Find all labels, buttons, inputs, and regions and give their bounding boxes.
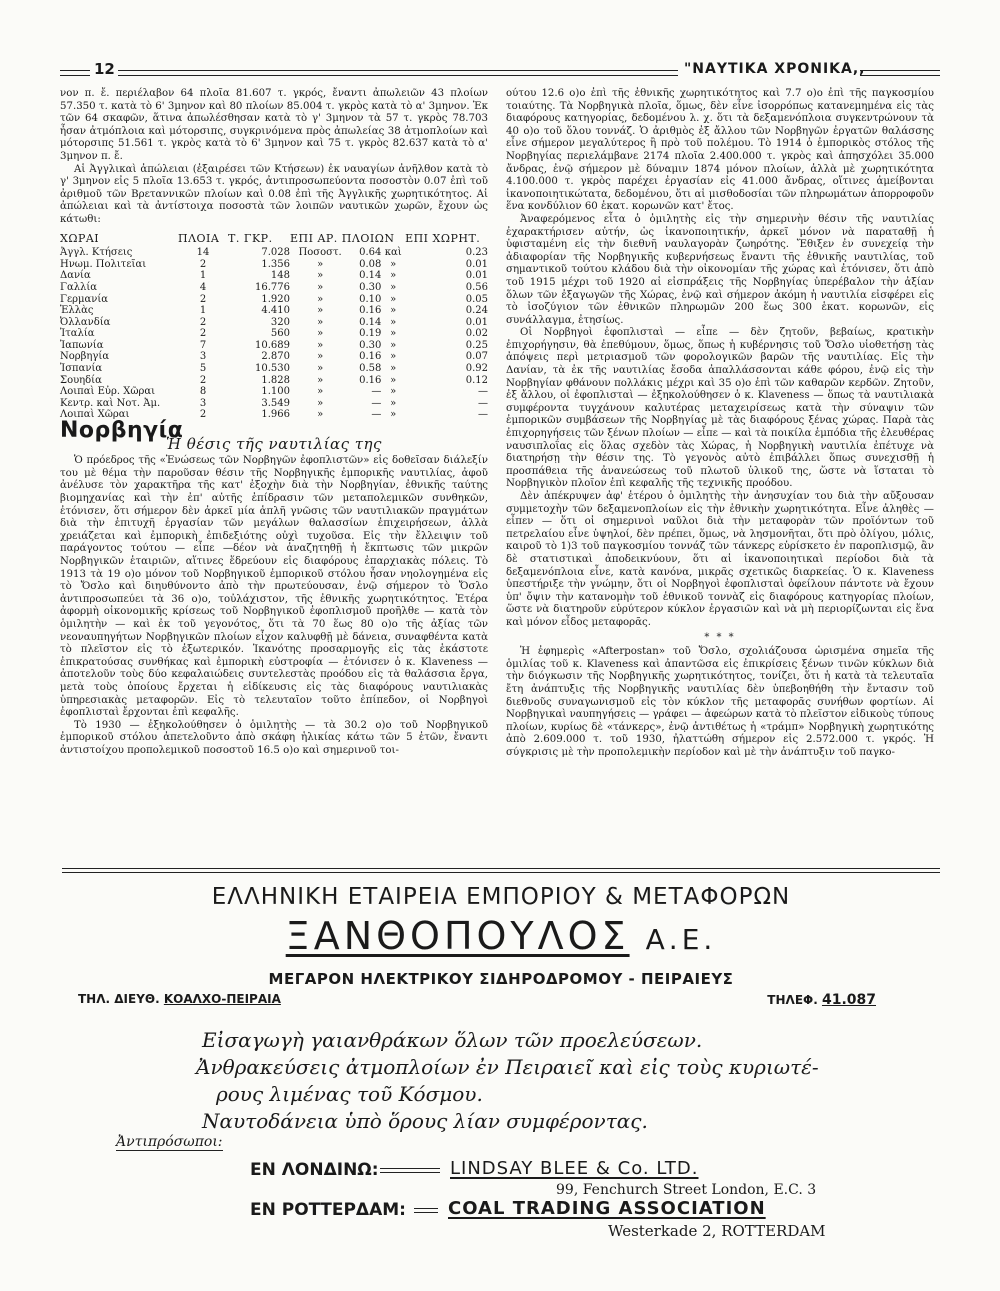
ad-tel-value: ΚΟΑΛΧΟ-ΠΕΙΡΑΙΑ [163, 992, 281, 1006]
table-row [60, 270, 488, 282]
table-cell: — [371, 386, 382, 398]
table-cell: 0.01 [465, 270, 488, 282]
table-cell: » [390, 409, 397, 421]
table-cell: » [317, 305, 324, 317]
table-cell: 0.01 [465, 316, 488, 328]
table-cell: 0.07 [465, 351, 488, 363]
ad-tel-label: ΤΗΛ. ΔΙΕΥΘ. [78, 992, 160, 1006]
table-cell: » [317, 316, 324, 328]
table-cell: — [478, 409, 488, 421]
table-cell: 1.920 [261, 293, 290, 305]
header-rule-left [60, 70, 90, 76]
ad-rotterdam-address: Westerkade 2, ROTTERDAM [608, 1222, 826, 1240]
table-cell: » [390, 397, 397, 409]
table-cell: Λοιπαὶ Χῶραι [60, 409, 130, 421]
table-cell: 560 [270, 328, 290, 340]
table-cell: καὶ [384, 247, 402, 259]
table-cell: Ἰαπωνία [60, 339, 104, 351]
table-cell: 2 [199, 374, 207, 386]
table-cell: » [317, 409, 324, 421]
table-cell: » [390, 386, 397, 398]
table-cell: » [317, 397, 324, 409]
ad-address: ΜΕΓΑΡΟΝ ΗΛΕΚΤΡΙΚΟΥ ΣΙΔΗΡΟΔΡΟΜΟΥ - ΠΕΙΡΑΙΕΥΣ [268, 970, 734, 988]
table-cell: 0.58 [359, 363, 382, 375]
table-cell: 0.24 [465, 305, 488, 317]
losses-table-header [60, 231, 488, 248]
table-cell: » [317, 293, 324, 305]
ad-rotterdam-label: ΕΝ ΡΟΤΤΕΡΔΑΜ: [250, 1200, 406, 1220]
table-cell: 3.549 [261, 397, 290, 409]
table-cell: 148 [270, 270, 290, 282]
table-cell: 10.689 [255, 339, 290, 351]
table-row [60, 305, 488, 317]
advertisement [62, 868, 940, 1218]
table-cell: » [317, 339, 324, 351]
table-cell: Νορβηγία [60, 351, 110, 363]
table-cell: 0.05 [465, 293, 488, 305]
table-cell: 0.12 [465, 374, 488, 386]
table-row [60, 282, 488, 294]
table-cell: 7 [199, 339, 207, 351]
ad-company: ΕΛΛΗΝΙΚΗ ΕΤΑΙΡΕΙΑ ΕΜΠΟΡΙΟΥ & ΜΕΤΑΦΟΡΩΝ [211, 884, 791, 910]
ad-name-suffix: Α.Ε. [645, 923, 717, 956]
table-cell: » [317, 386, 324, 398]
left-column [60, 88, 488, 757]
table-cell: 0.23 [465, 247, 488, 259]
table-cell: 0.19 [359, 328, 382, 340]
section-subtitle: Ἡ θέσις τῆς ναυτιλίας της [166, 434, 382, 453]
table-cell: 0.08 [359, 258, 382, 270]
table-header-cell: Τ. ΓΚΡ. [228, 231, 273, 245]
table-cell: » [317, 270, 324, 282]
table-cell: » [390, 258, 397, 270]
ad-phone-value: 41.087 [821, 992, 876, 1008]
table-cell: 1.356 [261, 258, 290, 270]
table-cell: Δανία [60, 270, 91, 282]
ad-london-rule [380, 1168, 440, 1173]
table-cell: 0.14 [359, 270, 382, 282]
table-cell: 2.870 [261, 351, 290, 363]
table-cell: 1.828 [261, 374, 290, 386]
table-cell: » [390, 339, 397, 351]
article-paragraph: Δὲν ἀπέκρυψεν ἀφ' ἑτέρου ὁ ὁμιλητὴς τὴν ἀνησυχίαν του διὰ τὴν αὔξουσαν συμμετοχὴν τῶν δεξαμενοπλοίων εἰς τὴν ἐθνικὴν χωρητικότητα. Εἶνε ἀληθὲς — εἶπεν — ὅτι οἱ σημερινοὶ ναῦλοι διὰ τὴν μεταφορὰν τῶν προϊόντων τοῦ πετρελαίου εἶνε ὑψηλοί, δὲν πρέπει, ὅμως, νὰ λησμονῆται, ὅτι πρὸ ὀλίγου, μόλις, καιροῦ τὸ 1)3 τοῦ παγκοσμίου τοννάζ τῶν τάνκερς εὑρίσκετο ἐν παροπλισμῷ, ἂν δὲ στατιστικαὶ ἀποδεικνύουν, ὅτι αἱ ἱκανοποιητικαὶ περίοδοι διὰ τὰ δεξαμενόπλοια εἶνε, κατὰ κανόνα, μικρᾶς σχετικῶς διαρκείας. Ὁ κ. Klaveness ὑπεστήριξε τὴν γνώμην, ὅτι οἱ Νορβηγοὶ ἐφοπλισταὶ ὀφείλουν πάντοτε νὰ ἔχουν ὑπ' ὄψιν τὴν κατανομὴν τοῦ ἐθνικοῦ τοννὰζ εἰς διαφόρους κατηγορίας πλοίων, ὥστε νὰ διατηροῦν εὐρύτερον κύκλον ἐργασιῶν καὶ νὰ μὴ περιορίζωνται εἰς ἕνα καὶ μόνον εἶδος μεταφορᾶς. [506, 491, 934, 628]
table-cell: » [317, 258, 324, 270]
table-cell: Ἀγγλ. Κτήσεις [60, 247, 133, 259]
table-cell: 0.14 [359, 316, 382, 328]
ad-company-name [62, 914, 940, 958]
table-cell: 5 [199, 363, 207, 375]
left-intro-paragraph: νον π. ἔ. περιέλαβον 64 πλοῖα 81.607 τ. γκρός, ἔναντι ἀπωλειῶν 43 πλοίων 57.350 τ. κατὰ τὸ 6' 3μηνον καὶ 80 πλοίων 85.004 τ. γκρὸς κατὰ τὸ α' 3μηνον. Ἐκ τῶν 64 σκαφῶν, ἅτινα ἀπωλέσθησαν κατὰ τὸ γ' 3μηνον τὰ 57 τ. γκρὸς 78.703 ἦσαν ἀτμόπλοια καὶ μότορσιπς, συγκρινόμενα πρὸς ἀπωλείας 38 ἀτμοπλοίων καὶ μότορσιπς 51.561 τ. γκρὸς κατὰ τὸ 6' 3μηνον καὶ 75 τ. γκρὸς 82.637 κατὰ τὸ α' 3μηνον π. ἔ. [60, 88, 488, 162]
table-cell: 2 [199, 409, 207, 421]
ad-telegraph [78, 992, 281, 1006]
table-header-cell: ΕΠΙ ΧΩΡΗΤ. [405, 231, 481, 245]
table-cell: » [390, 316, 397, 328]
table-cell: 320 [270, 316, 290, 328]
table-cell: » [390, 270, 397, 282]
table-cell: 7.028 [261, 247, 290, 259]
table-cell: 0.25 [465, 339, 488, 351]
ad-top-rule [62, 868, 940, 873]
table-cell: 8 [199, 386, 207, 398]
table-cell: 0.92 [465, 363, 488, 375]
table-cell: » [390, 363, 397, 375]
table-cell: Λοιπαὶ Εὐρ. Χῶραι [60, 386, 156, 398]
table-cell: — [478, 397, 488, 409]
table-row [60, 398, 488, 410]
table-cell: Ἰταλία [60, 328, 95, 340]
table-cell: 0.30 [359, 339, 382, 351]
table-cell: Ποσοστ. [298, 247, 342, 259]
table-header-cell: ΠΛΟΙΑ [178, 231, 220, 245]
table-row [60, 375, 488, 387]
table-cell: 4 [199, 281, 207, 293]
section-title: Νορβηγία [60, 418, 184, 444]
table-cell: 16.776 [255, 281, 290, 293]
page-number: 12 [94, 60, 115, 78]
table-cell: 0.16 [359, 374, 382, 386]
table-row [60, 294, 488, 306]
table-cell: » [390, 281, 397, 293]
ad-phone [767, 992, 876, 1008]
ad-london-label: ΕΝ ΛΟΝΔΙΝΩ: [250, 1160, 379, 1180]
ad-representatives-label [116, 1134, 223, 1150]
table-cell: 0.02 [465, 328, 488, 340]
article-paragraph: Ὁ πρόεδρος τῆς «Ἑνώσεως τῶν Νορβηγῶν ἐφοπλιστῶν» εἰς δοθεῖσαν διάλεξίν του μὲ θέμα τὴν παροῦσαν θέσιν τῆς Νορβηγικῆς ἐμπορικῆς ναυτιλίας, ἀφοῦ ἀνέλυσε τὸν χαρακτῆρα τῆς κατ' ἐξοχὴν διὰ τὴν Νορβηγίαν, ἐθνικῆς ταύτης βιομηχανίας καὶ τὴν ἐπ' αὐτῆς ἐπίδρασιν τῶν μεταπολεμικῶν συνθηκῶν, ἐτόνισεν, ὅτι σήμερον δὲν ἀρκεῖ μία ἁπλῆ γνῶσις τῶν ναυτιλιακῶν πραγμάτων διὰ τὴν ἐπιτυχῆ ἐργασίαν τῶν μεγάλων θαλασσίων ἐπιχειρήσεων, ἀλλὰ χρειάζεται καὶ ἐμπορικὴ ἐπιδεξιότης οὐχὶ τυχοῦσα. Εἰς τὴν ἔλλειψιν τοῦ παράγοντος τούτου — εἶπε —δέον νὰ ἀναζητηθῇ ἡ ἔκπτωσις τῶν μικρῶν Νορβηγικῶν ἑταιριῶν, αἵτινες ἕδρεύουν εἰς διαφόρους ἐπαρχιακὰς πόλεις. Τὸ 1913 τὰ 19 ο)ο μόνον τοῦ Νορβηγικοῦ ἐμπορικοῦ στόλου ἦσαν νηολογημένα εἰς τὸ Ὄσλο καὶ διηυθύνοντο ἀπὸ τὴν πρωτεύουσαν, ἐνῷ σήμερον τὸ Ὄσλο ἀντιπροσωπεύει τὰ 36 ο)ο, τοὐλάχιστον, τῆς ἐθνικῆς χωρητικότητος. Ἑτέρα ἀφορμὴ οἰκονομικῆς κρίσεως τοῦ Νορβηγικοῦ ἐφοπλισμοῦ προῆλθε — κατὰ τὸν ὁμιλητὴν — καὶ ἐκ τοῦ γεγονότος, ὅτι τὰ 70 ἕως 80 ο)ο τῆς ἀξίας τῶν νεοναυπηγήτων Νορβηγικῶν πλοίων εἶχον καλυφθῇ μὲ δάνεια, συναφθέντα κατὰ τὸ πλεῖστον εἰς τὸ ἐξωτερικόν. Ἱκανότης προσαρμογῆς εἰς τὰς ἑκάστοτε ἐπικρατούσας συνθήκας καὶ ἐμπορικὴ εὐστροφία — ἐτόνισεν ὁ κ. Klaveness — ἀποτελοῦν τοὺς δύο κεφαλαιώδεις συντελεστὰς προόδου εἰς τὰ θαλάσσια ἔργα, μετὰ τοὺς ὁποίους ἔρχεται ἡ εἰδίκευσις εἰς τὰς διαφόρους ναυτιλιακὰς ὑπηρεσιακὰς μεταφορῶν. Εἰς τὸ τελευταῖον τοῦτο ἐπίπεδον, οἱ Νορβηγοὶ ἐφοπλισταὶ ἔρχονται ἐπὶ κεφαλῆς. [60, 455, 488, 719]
table-row [60, 317, 488, 329]
left-intro-paragraph-2: Αἱ Ἀγγλικαὶ ἀπώλειαι (ἐξαιρέσει τῶν Κτήσεων) ἐκ ναυαγίων ἀνῆλθον κατὰ τὸ γ' 3μηνον εἰς 5 πλοῖα 13.653 τ. γκρός, ἀντιπροσωπεύοντα ποσοστὸν 0.07 ἐπὶ τοῦ ἀριθμοῦ τῶν Βρεταννικῶν πλοίων καὶ 0.08 ἐπὶ τῆς Ἀγγλικῆς χωρητικότητος. Αἱ ἀπώλειαι καὶ τὰ ἀντίστοιχα ποσοστὰ τῶν λοιπῶν ναυτικῶν χωρῶν, ἔχουν ὡς κάτωθι: [60, 163, 488, 225]
table-cell: 0.01 [465, 258, 488, 270]
table-cell: Κεντρ. καὶ Νοτ. Ἀμ. [60, 397, 161, 409]
table-cell: 3 [199, 351, 207, 363]
table-cell: Ὀλλανδία [60, 316, 111, 328]
table-row [60, 351, 488, 363]
ad-reps-text: Ἀντιπρόσωποι: [116, 1134, 223, 1150]
header-rule-middle [118, 70, 678, 76]
table-cell: 14 [196, 247, 210, 259]
table-cell: 0.10 [359, 293, 382, 305]
table-cell: 2 [199, 258, 207, 270]
article-paragraph: ούτου 12.6 ο)ο ἐπὶ τῆς ἐθνικῆς χωρητικότητος καὶ 7.7 ο)ο ἐπὶ τῆς παγκοσμίου τοιαύτης. Τὰ Νορβηγικὰ πλοῖα, ὅμως, δὲν εἶνε ἰσορρόπως κατανεμημένα εἰς τὰς διαφόρους κατηγορίας, δεδομένου λ. χ. ὅτι τὰ δεξαμενόπλοια συγκεντρώνουν τὰ 40 ο)ο τοῦ ὅλου τοννάζ. Ὁ ἀριθμὸς ἐξ ἄλλου τῶν Νορβηγῶν ἐργατῶν θαλάσσης εἶνε σήμερον μεγαλύτερος ἢ πρὸ τοῦ πολέμου. Τὸ 1914 ὁ ἐμπορικὸς στόλος τῆς Νορβηγίας περιελάμβανε 2174 πλοῖα 2.400.000 τ. γκρὸς καὶ ἀπησχόλει 35.000 ἄνδρας, ἐνῷ σήμερον μὲ δύναμιν 1874 μόνον πλοίων, ἀλλὰ μὲ χωρητικότητα 4.100.000 τ. γκρὸς παρέχει ἐργασίαν εἰς 41.000 ἄνδρας, οἵτινες ἀμείβονται ἱκανοποιητικώτατα, δεδομένου, ὅτι αἱ μισθοδοσίαι τῶν πληρωμάτων ἀπορροφοῦν ἕνα κονδύλιον 60 ἑκατ. κορωνῶν κατ' ἔτος. [506, 88, 934, 213]
table-cell: 2 [199, 328, 207, 340]
table-cell: » [317, 281, 324, 293]
table-row [60, 328, 488, 340]
table-row [60, 386, 488, 398]
table-cell: 1 [199, 305, 207, 317]
ad-service-line: Ναυτοδάνεια ὑπὸ ὅρους λίαν συμφέροντας. [202, 1109, 648, 1133]
table-cell: 1.966 [261, 409, 290, 421]
table-cell: Ηνωμ. Πολιτεῖαι [60, 258, 147, 270]
article-paragraph: Ἀναφερόμενος εἶτα ὁ ὁμιλητὴς εἰς τὴν σημερινὴν θέσιν τῆς ναυτιλίας ἐχαρακτήρισεν αὐτήν, ὡς ἱκανοποιητικήν, ἀρκεῖ μόνον νὰ παραταθῇ ἡ ὑφισταμένη εἰς τὴν διεθνῆ ναυλαγορὰν ζωηρότης. Ἔθιξεν ἐν συνεχείᾳ τὴν ἀδιαφορίαν τῆς Νορβηγικῆς κυβερνήσεως ἔναντι τῆς ἐθνικῆς ναυτιλίας, τοῦ σημαντικοῦ τούτου κλάδου διὰ τὴν οἰκονομίαν τῆς χώρας καὶ ἐτόνισεν, ὅτι ἀπὸ τοῦ 1915 μέχρι τοῦ 1920 αἱ εἰσπράξεις τῆς Νορβηγίας ὑπερέβαλον τὴν ἀξίαν ὅλων τῶν ἐξαγωγῶν τῆς Χώρας, ἐνῷ καὶ σήμερον ἀκόμη ἡ ναυτιλία εἰσφέρει εἰς τὸ ἰσοζύγιον τῶν ἐθνικῶν πληρωμῶν 200 ἕως 300 ἑκατ. κορωνῶν, εἰς συνάλλαγμα, ἐτησίως. [506, 213, 934, 326]
article-paragraph: Τὸ 1930 — ἐξηκολούθησεν ὁ ὁμιλητὴς — τὰ 30.2 ο)ο τοῦ Νορβηγικοῦ ἐμπορικοῦ στόλου ἀπετελοῦντο ἀπὸ σκάφη ἡλικίας κάτω τῶν 5 ἐτῶν, ἔναντι ἀντιστοίχου προπολεμικοῦ ποσοστοῦ 16.5 ο)ο καὶ σημερινοῦ τοι- [60, 719, 488, 756]
table-row [60, 259, 488, 271]
table-cell: — [371, 397, 382, 409]
table-cell: » [390, 305, 397, 317]
table-cell: 2 [199, 293, 207, 305]
table-cell: 0.16 [359, 305, 382, 317]
table-cell: Γαλλία [60, 281, 98, 293]
ad-phone-label: ΤΗΛΕΦ. [767, 993, 818, 1007]
ad-rotterdam-rule [414, 1208, 438, 1213]
article-paragraph: Οἱ Νορβηγοὶ ἐφοπλισταὶ — εἶπε — δὲν ζητοῦν, βεβαίως, κρατικὴν ἐπιχορήγησιν, θὰ ἐπεθύμουν, ὅμως, ὅπως ἡ κυβέρνησις τοῦ Ὄσλο υἱοθετήσῃ τὰς ἀπόψεις περὶ μετριασμοῦ τῶν φορολογικῶν βαρῶν τῆς ναυτιλίας. Εἰς τὴν Δανίαν, τὰ ἐκ τῆς ναυτιλίας ἔσοδα ἀπαλλάσσονται κάθε φόρου, ἐνῷ εἰς τὴν Νορβηγίαν φθάνουν πολλάκις μέχρι καὶ 35 ο)ο ἐπὶ τῶν καθαρῶν κερδῶν. Ζητοῦν, ἐξ ἄλλου, οἱ ἐφοπλισταὶ — ἐξηκολούθησεν ὁ κ. Klaveness — ὅπως τὰ ναυτιλιακὰ συμφέροντα τυγχάνουν καλυτέρας μεταχειρίσεως κατὰ τὴν σύναψιν τῶν ἐμπορικῶν συμβάσεων τῆς Νορβηγίας μὲ τὰς διαφόρους ξένας χώρας. Παρὰ τὰς ἐπιχορηγήσεις τῶν ξένων πλοίων — εἶπε — καὶ τὰ ποικίλα ἐμπόδια τῆς ἐλευθέρας ναυσιπλοΐας εἰς ὅλας σχεδὸν τὰς Χώρας, ἡ Νορβηγικὴ ναυτιλία ἐπέτυχε νὰ διατηρήσῃ τὴν θέσιν της. Τὸ γεγονὸς αὐτὸ ἐπιβάλλει ὅπως συνεχισθῇ ἡ προσπάθεια τῆς ἀνανεώσεως τοῦ πλωτοῦ ὑλικοῦ της, ὥστε νὰ ἵσταται τὸ Νορβηγικὸν πλοῖον ἐπὶ κεφαλῆς τῆς τεχνικῆς προόδου. [506, 327, 934, 490]
ad-london-firm: LINDSAY BLEE & Co. LTD. [450, 1158, 699, 1179]
table-cell: Ἰσπανία [60, 363, 103, 375]
table-cell: » [317, 328, 324, 340]
article-paragraph: Ἡ ἐφημερὶς «Afterpostan» τοῦ Ὄσλο, σχολιάζουσα ὡρισμένα σημεῖα τῆς ὁμιλίας τοῦ κ. Klaveness καὶ ἀπαντῶσα εἰς ἐπικρίσεις ξένων τινῶν κύκλων διὰ τὴν διόγκωσιν τῆς Νορβηγικῆς χωρητικότητος, τονίζει, ὅτι ἡ κατὰ τὰ τελευταῖα ἔτη ἀνάπτυξις τῆς Νορβηγικῆς ναυτιλίας δὲν ὑπεβοηθήθη τὴν ἔντασιν τοῦ διεθνοῦς συναγωνισμοῦ εἰς τὸν κύκλον τῆς μεταφορᾶς συνήθων φορτίων. Αἱ Νορβηγικαὶ ναυπηγήσεις — γράφει — ἀφεώρων κατὰ τὸ πλεῖστον εἰδικοὺς τύπους πλοίων, κυρίως δὲ «τάνκερς», ἐνῷ ἀντιθέτως ἡ «τράμπ» Νορβηγικὴ χωρητικότης ἀπὸ 2.609.000 τ. τοῦ 1930, ἠλαττώθη σήμερον εἰς 2.572.000 τ. γκρός. Ἡ σύγκρισις μὲ τὴν προπολεμικὴν περίοδον καὶ μὲ τὴν ἀνάπτυξιν τοῦ παγκο- [506, 646, 934, 758]
table-cell: 0.16 [359, 351, 382, 363]
table-cell: Ἑλλὰς [60, 305, 94, 317]
table-header-cell: ΧΩΡΑΙ [60, 231, 100, 245]
ad-service-line: Εἰσαγωγὴ γαιανθράκων ὅλων τῶν προελεύσεων. [202, 1028, 703, 1052]
table-cell: 0.56 [465, 281, 488, 293]
table-cell: — [371, 409, 382, 421]
table-cell: 10.530 [255, 363, 290, 375]
ad-name-text: ΞΑΝΘΟΠΟΥΛΟΣ [285, 914, 630, 958]
ad-london-address: 99, Fenchurch Street London, E.C. 3 [556, 1182, 817, 1198]
table-cell: 0.64 [359, 247, 382, 259]
table-row [60, 247, 488, 259]
table-header-cell: ΕΠΙ ΑΡ. ΠΛΟΙΩΝ [290, 231, 395, 245]
table-cell: 3 [199, 397, 207, 409]
table-cell: Σουηδία [60, 374, 102, 386]
journal-title: "ΝΑΥΤΙΚΑ ΧΡΟΝΙΚΑ,, [684, 61, 866, 77]
table-cell: » [390, 293, 397, 305]
right-column [506, 88, 934, 759]
header-rule-right [860, 70, 940, 76]
table-cell: 4.410 [261, 305, 290, 317]
ad-service-line: ρους λιμένας τοῦ Κόσμου. [216, 1082, 483, 1106]
table-cell: 1 [199, 270, 207, 282]
table-row [60, 340, 488, 352]
table-row [60, 363, 488, 375]
table-cell: » [317, 363, 324, 375]
ad-service-line: Ἀνθρακεύσεις ἀτμοπλοίων ἐν Πειραιεῖ καὶ εἰς τοὺς κυριωτέ- [196, 1055, 819, 1079]
table-cell: — [478, 386, 488, 398]
page-header [60, 60, 940, 82]
table-cell: » [390, 374, 397, 386]
losses-table [60, 231, 488, 422]
table-cell: 2 [199, 316, 207, 328]
table-cell: 1.100 [261, 386, 290, 398]
table-cell: » [390, 328, 397, 340]
table-cell: » [390, 351, 397, 363]
ad-rotterdam-firm: COAL TRADING ASSOCIATION [448, 1198, 766, 1219]
table-cell: » [317, 351, 324, 363]
section-separator: * * * [704, 631, 736, 643]
table-cell: » [317, 374, 324, 386]
table-cell: 0.30 [359, 281, 382, 293]
table-cell: Γερμανία [60, 293, 109, 305]
